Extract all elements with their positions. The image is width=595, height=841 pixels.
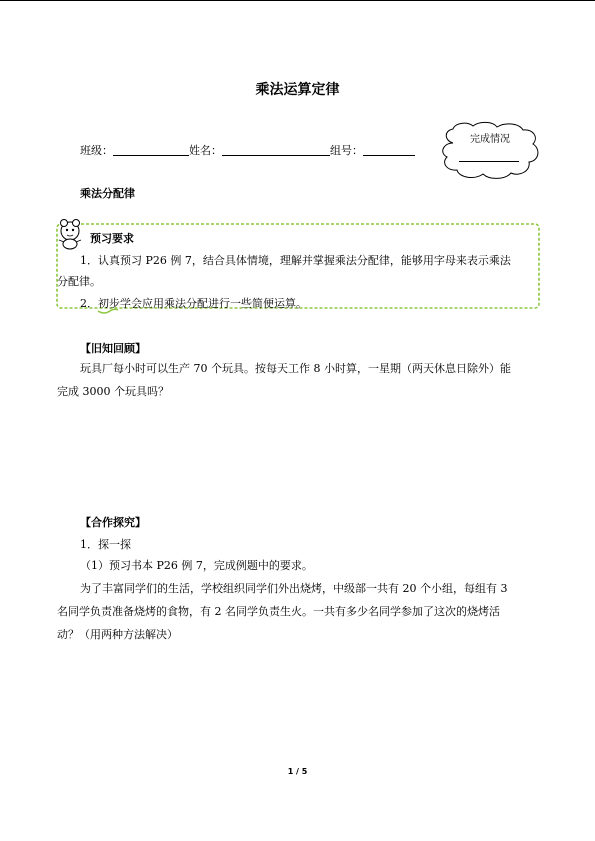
pen-mark-icon — [96, 305, 120, 315]
explore-item-1: 1．探一探 — [80, 538, 131, 551]
class-label: 班级： — [80, 144, 113, 157]
explore-heading: 【合作探究】 — [80, 516, 146, 529]
name-label: 姓名： — [189, 144, 222, 157]
preview-item-1-line-2: 分配律。 — [57, 275, 101, 288]
review-heading: 【旧知回顾】 — [80, 342, 146, 355]
name-field[interactable] — [222, 143, 330, 156]
top-rule — [0, 0, 595, 1]
student-info-line — [80, 141, 415, 161]
mascot-icon — [55, 218, 85, 250]
class-field[interactable] — [113, 143, 189, 156]
completion-label: 完成情况 — [470, 134, 510, 145]
review-line-1: 玩具厂每小时可以生产 70 个玩具。按每天工作 8 小时算，一星期（两天休息日除外）能 — [80, 362, 511, 375]
explore-para-line-3: 动？（用两种方法解决） — [57, 628, 178, 641]
group-field[interactable] — [363, 143, 415, 156]
completion-field[interactable] — [459, 161, 519, 162]
review-line-2: 完成 3000 个玩具吗？ — [57, 385, 169, 398]
preview-heading: 预习要求 — [90, 232, 134, 245]
explore-para-line-1: 为了丰富同学们的生活，学校组织同学们外出烧烤，中级部一共有 20 个小组，每组有 3 — [80, 582, 508, 595]
explore-sub-1: （1）预习书本 P26 例 7，完成例题中的要求。 — [80, 559, 313, 572]
page-title: 乘法运算定律 — [255, 82, 340, 98]
explore-para-line-2: 名同学负责准备烧烤的食物，有 2 名同学负责生火。一共有多少名同学参加了这次的烧烤活 — [57, 605, 500, 618]
page-number: 1 / 5 — [287, 767, 308, 776]
group-label: 组号： — [330, 144, 363, 157]
section-heading: 乘法分配律 — [80, 187, 135, 200]
preview-item-1-line-1: 1．认真预习 P26 例 7，结合具体情境，理解并掌握乘法分配律，能够用字母来表示乘法 — [80, 254, 511, 267]
preview-item-2: 2．初步学会应用乘法分配进行一些简便运算。 — [80, 297, 307, 310]
